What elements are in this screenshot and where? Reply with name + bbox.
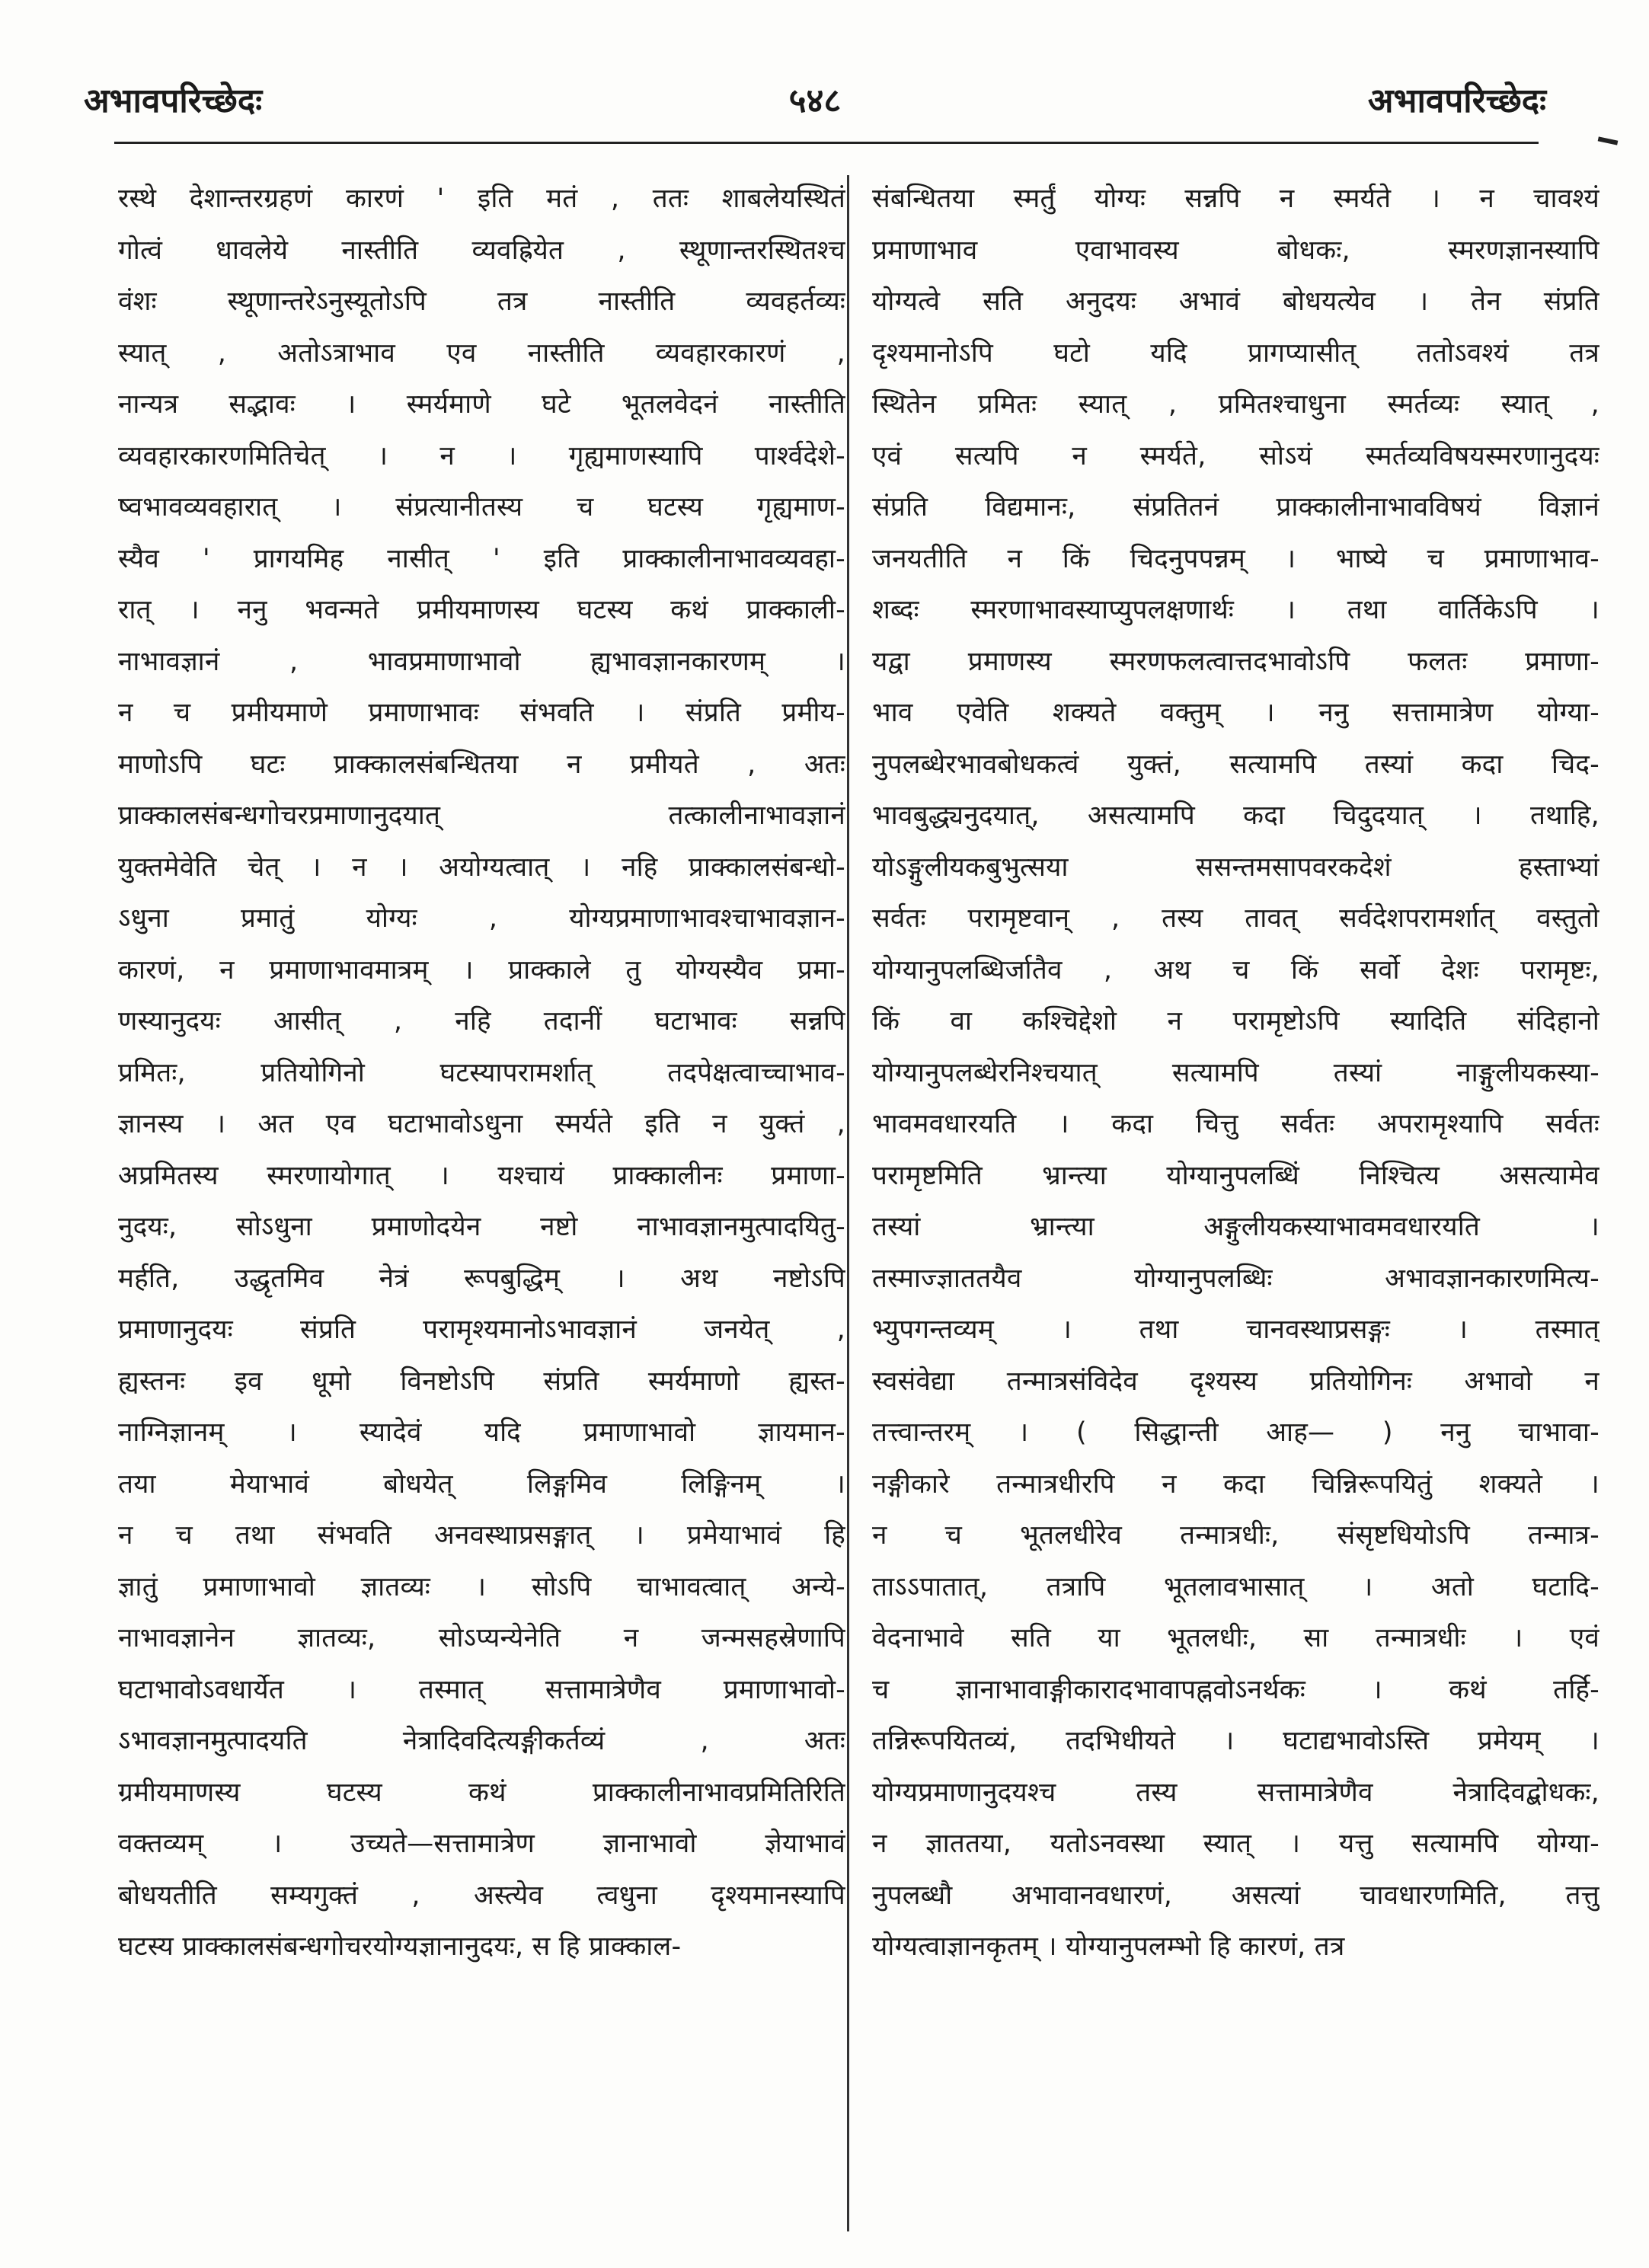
text-line: तया मेयाभावं बोधयेत् लिङ्गमिव लिङ्गिनम् ।	[118, 1468, 845, 1500]
text-line: व्यवहारकारणमितिचेत् । न । गृह्यमाणस्यापि पार्श्वदेशे-	[118, 440, 845, 471]
text-line: वंशः स्थूणान्तरेऽनुस्यूतोऽपि तत्र नास्तीति व्यवहर्तव्यः	[118, 286, 845, 317]
text-line: नुदयः, सोऽधुना प्रमाणोदयेन नष्टो नाभावज्ञानमुत्पादयितु-	[118, 1212, 845, 1242]
text-line: न च प्रमीयमाणे प्रमाणाभावः संभवति । संप्रति प्रमीय-	[118, 698, 845, 728]
text-line: ज्ञानस्य । अत एव घटाभावोऽधुना स्मर्यते इति न युक्तं ,	[118, 1109, 845, 1139]
column-divider	[847, 175, 849, 2231]
text-line: स्वसंवेद्या तन्मात्रसंविदेव दृश्यस्य प्रतियोगिनः अभावो न	[872, 1366, 1599, 1397]
text-line: स्यैव ' प्रागयमिह नासीत् ' इति प्राक्कालीनाभावव्यवहा-	[118, 543, 845, 574]
text-line: योग्यानुपलब्धिर्जातैव , अथ च किं सर्वो देशः परामृष्टः,	[872, 954, 1599, 985]
text-line: भाव एवेति शक्यते वक्तुम् । ननु सत्तामात्रेण योग्या-	[872, 698, 1599, 728]
text-line: प्रमाणाभाव एवाभावस्य बोधकः, स्मरणज्ञानस्यापि	[872, 235, 1599, 266]
text-line: नान्यत्र सद्भावः । स्मर्यमाणे घटे भूतलवेदनं नास्तीति	[118, 389, 845, 420]
text-line: कारणं, न प्रमाणाभावमात्रम् । प्राक्काले तु योग्यस्यैव प्रमा-	[118, 954, 845, 985]
text-line: स्थितेन प्रमितः स्यात् , प्रमितश्चाधुना स्मर्तव्यः स्यात् ,	[872, 389, 1599, 420]
header-left-title: अभावपरिच्छेदः	[84, 81, 263, 120]
text-line: किं वा कश्चिद्देशो न परामृष्टोऽपि स्यादिति संदिहानो	[872, 1006, 1599, 1037]
text-line: नङ्गीकारे तन्मात्रधीरपि न कदा चिन्निरूपयितुं शक्यते ।	[872, 1468, 1599, 1500]
right-text-column	[872, 174, 1599, 2230]
text-line: योग्यत्वाज्ञानकृतम् । योग्यानुपलम्भो हि कारणं, तत्र	[872, 1931, 1345, 1962]
text-line: सर्वतः परामृष्टवान् , तस्य तावत् सर्वदेशपरामर्शात् वस्तुतो	[872, 903, 1599, 934]
text-line: ग्रमीयमाणस्य घटस्य कथं प्राक्कालीनाभावप्रमितिरिति	[118, 1777, 845, 1808]
text-line: नुपलब्धौ अभावानवधारणं, असत्यां चावधारणमिति, तत्तु	[872, 1880, 1599, 1911]
text-line: नाभावज्ञानं , भावप्रमाणाभावो ह्यभावज्ञानकारणम् ।	[118, 646, 845, 677]
text-line: योग्यत्वे सति अनुदयः अभावं बोधयत्येव । तेन संप्रति	[872, 286, 1599, 317]
text-line: प्रमितः, प्रतियोगिनो घटस्यापरामर्शात् तदपेक्षत्वाच्चाभाव-	[118, 1057, 845, 1088]
text-line: प्राक्कालसंबन्धगोचरप्रमाणानुदयात् तत्कालीनाभावज्ञानं	[118, 800, 845, 831]
text-line: ष्वभावव्यवहारात् । संप्रत्यानीतस्य च घटस्य गृह्यमाण-	[118, 492, 845, 522]
text-line: वक्तव्यम् । उच्यते—सत्तामात्रेण ज्ञानाभावो ज्ञेयाभावं	[118, 1829, 845, 1859]
text-line: शब्दः स्मरणाभावस्याप्युपलक्षणार्थः । तथा वार्तिकेऽपि ।	[872, 595, 1599, 625]
text-line: संबन्धितया स्मर्तुं योग्यः सन्नपि न स्मर्यते । न चावश्यं	[872, 184, 1599, 214]
text-line: प्रमाणानुदयः संप्रति परामृश्यमानोऽभावज्ञानं जनयेत् ,	[118, 1314, 845, 1345]
text-line: भ्युपगन्तव्यम् । तथा चानवस्थाप्रसङ्गः । तस्मात्	[872, 1314, 1599, 1345]
text-line: स्यात् , अतोऽत्राभाव एव नास्तीति व्यवहारकारणं ,	[118, 337, 845, 369]
text-line: रात् । ननु भवन्मते प्रमीयमाणस्य घटस्य कथं प्राक्काली-	[118, 595, 845, 625]
text-line: च ज्ञानाभावाङ्गीकारादभावापह्नवोऽनर्थकः । कथं तर्हि-	[872, 1674, 1599, 1705]
text-line: न च भूतलधीरेव तन्मात्रधीः, संसृष्टधियोऽपि तन्मात्र-	[872, 1520, 1599, 1551]
text-line: दृश्यमानोऽपि घटो यदि प्रागप्यासीत् ततोऽवश्यं तत्र	[872, 337, 1599, 369]
text-line: भावमवधारयति । कदा चित्तु सर्वतः अपरामृश्यापि सर्वतः	[872, 1109, 1599, 1139]
text-line: भावबुद्ध्यनुदयात्, असत्यामपि कदा चिदुदयात् । तथाहि,	[872, 800, 1599, 831]
text-line: माणोऽपि घटः प्राक्कालसंबन्धितया न प्रमीयते , अतः	[118, 749, 845, 780]
text-line: ह्यस्तनः इव धूमो विनष्टोऽपि संप्रति स्मर्यमाणो ह्यस्त-	[118, 1366, 845, 1397]
header-rule	[114, 142, 1539, 144]
text-line: ताऽऽपातात्, तत्रापि भूतलावभासात् । अतो घटादि-	[872, 1571, 1599, 1602]
text-line: नुपलब्धेरभावबोधकत्वं युक्तं, सत्यामपि तस्यां कदा चिद-	[872, 749, 1599, 780]
text-line: योग्यप्रमाणानुदयश्च तस्य सत्तामात्रेणैव नेत्रादिवद्बोधकः,	[872, 1777, 1599, 1808]
text-line: ज्ञातुं प्रमाणाभावो ज्ञातव्यः । सोऽपि चाभावत्वात् अन्ये-	[118, 1571, 845, 1602]
text-line: रस्थे देशान्तरग्रहणं कारणं ' इति मतं , ततः शाबलेयस्थितं	[118, 184, 845, 214]
text-line: संप्रति विद्यमानः, संप्रतितनं प्राक्कालीनाभावविषयं विज्ञानं	[872, 492, 1599, 522]
text-line: घटाभावोऽवधार्येत । तस्मात् सत्तामात्रेणैव प्रमाणाभावो-	[118, 1674, 845, 1705]
text-line: नाग्निज्ञानम् । स्यादेवं यदि प्रमाणाभावो ज्ञायमान-	[118, 1417, 845, 1448]
text-line: न ज्ञाततया, यतोऽनवस्था स्यात् । यत्तु सत्यामपि योग्या-	[872, 1829, 1599, 1859]
text-line: यद्वा प्रमाणस्य स्मरणफलत्वात्तदभावोऽपि फलतः प्रमाणा-	[872, 646, 1599, 677]
page-number: ५४८	[788, 81, 842, 120]
margin-mark	[1598, 136, 1619, 145]
text-line: नाभावज्ञानेन ज्ञातव्यः, सोऽप्यन्येनेति न जन्मसहस्रेणापि	[118, 1623, 845, 1653]
header-right-title: अभावपरिच्छेदः	[1367, 81, 1546, 120]
text-line: ऽभावज्ञानमुत्पादयति नेत्रादिवदित्यङ्गीकर्तव्यं , अतः	[118, 1726, 845, 1756]
text-line: वेदनाभावे सति या भूतलधीः, सा तन्मात्रधीः । एवं	[872, 1623, 1599, 1653]
running-header	[84, 76, 1546, 137]
text-line: न च तथा संभवति अनवस्थाप्रसङ्गात् । प्रमेयाभावं हि	[118, 1520, 845, 1551]
text-line: युक्तमेवेति चेत् । न । अयोग्यत्वात् । नहि प्राक्कालसंबन्धो-	[118, 851, 845, 883]
text-line: जनयतीति न किं चिदनुपपन्नम् । भाष्ये च प्रमाणाभाव-	[872, 543, 1599, 574]
text-line: ऽधुना प्रमातुं योग्यः , योग्यप्रमाणाभावश्चाभावज्ञान-	[118, 903, 845, 934]
text-line: णस्यानुदयः आसीत् , नहि तदानीं घटाभावः सन्नपि	[118, 1006, 845, 1037]
text-line: गोत्वं धावलेये नास्तीति व्यवह्रियेत , स्थूणान्तरस्थितश्च	[118, 235, 845, 266]
text-line: परामृष्टमिति भ्रान्त्या योग्यानुपलब्धिं निश्चित्य असत्यामेव	[872, 1160, 1599, 1191]
text-line: तस्माज्ज्ञाततयैव योग्यानुपलब्धिः अभावज्ञानकारणमित्य-	[872, 1263, 1599, 1294]
text-line: तस्यां भ्रान्त्या अङ्गुलीयकस्याभावमवधारयति ।	[872, 1212, 1599, 1242]
text-line: योऽङ्गुलीयकबुभुत्सया ससन्तमसापवरकदेशं हस्ताभ्यां	[872, 851, 1599, 883]
text-line: तन्निरूपयितव्यं, तदभिधीयते । घटाद्यभावोऽस्ति प्रमेयम् ।	[872, 1726, 1599, 1756]
text-line: योग्यानुपलब्धेरनिश्चयात् सत्यामपि तस्यां नाङ्गुलीयकस्या-	[872, 1057, 1599, 1088]
text-line: तत्त्वान्तरम् । ( सिद्धान्ती आह— ) ननु चाभावा-	[872, 1417, 1599, 1448]
text-line: एवं सत्यपि न स्मर्यते, सोऽयं स्मर्तव्यविषयस्मरणानुदयः	[872, 440, 1599, 471]
left-text-column	[118, 174, 845, 2230]
text-line: घटस्य प्राक्कालसंबन्धगोचरयोग्यज्ञानानुदयः, स हि प्राक्काल-	[118, 1931, 682, 1962]
text-line: बोधयतीति सम्यगुक्तं , अस्त्येव त्वधुना दृश्यमानस्यापि	[118, 1880, 845, 1911]
text-line: अप्रमितस्य स्मरणायोगात् । यश्चायं प्राक्कालीनः प्रमाणा-	[118, 1160, 845, 1191]
text-line: मर्हति, उद्धृतमिव नेत्रं रूपबुद्धिम् । अथ नष्टोऽपि	[118, 1263, 845, 1294]
